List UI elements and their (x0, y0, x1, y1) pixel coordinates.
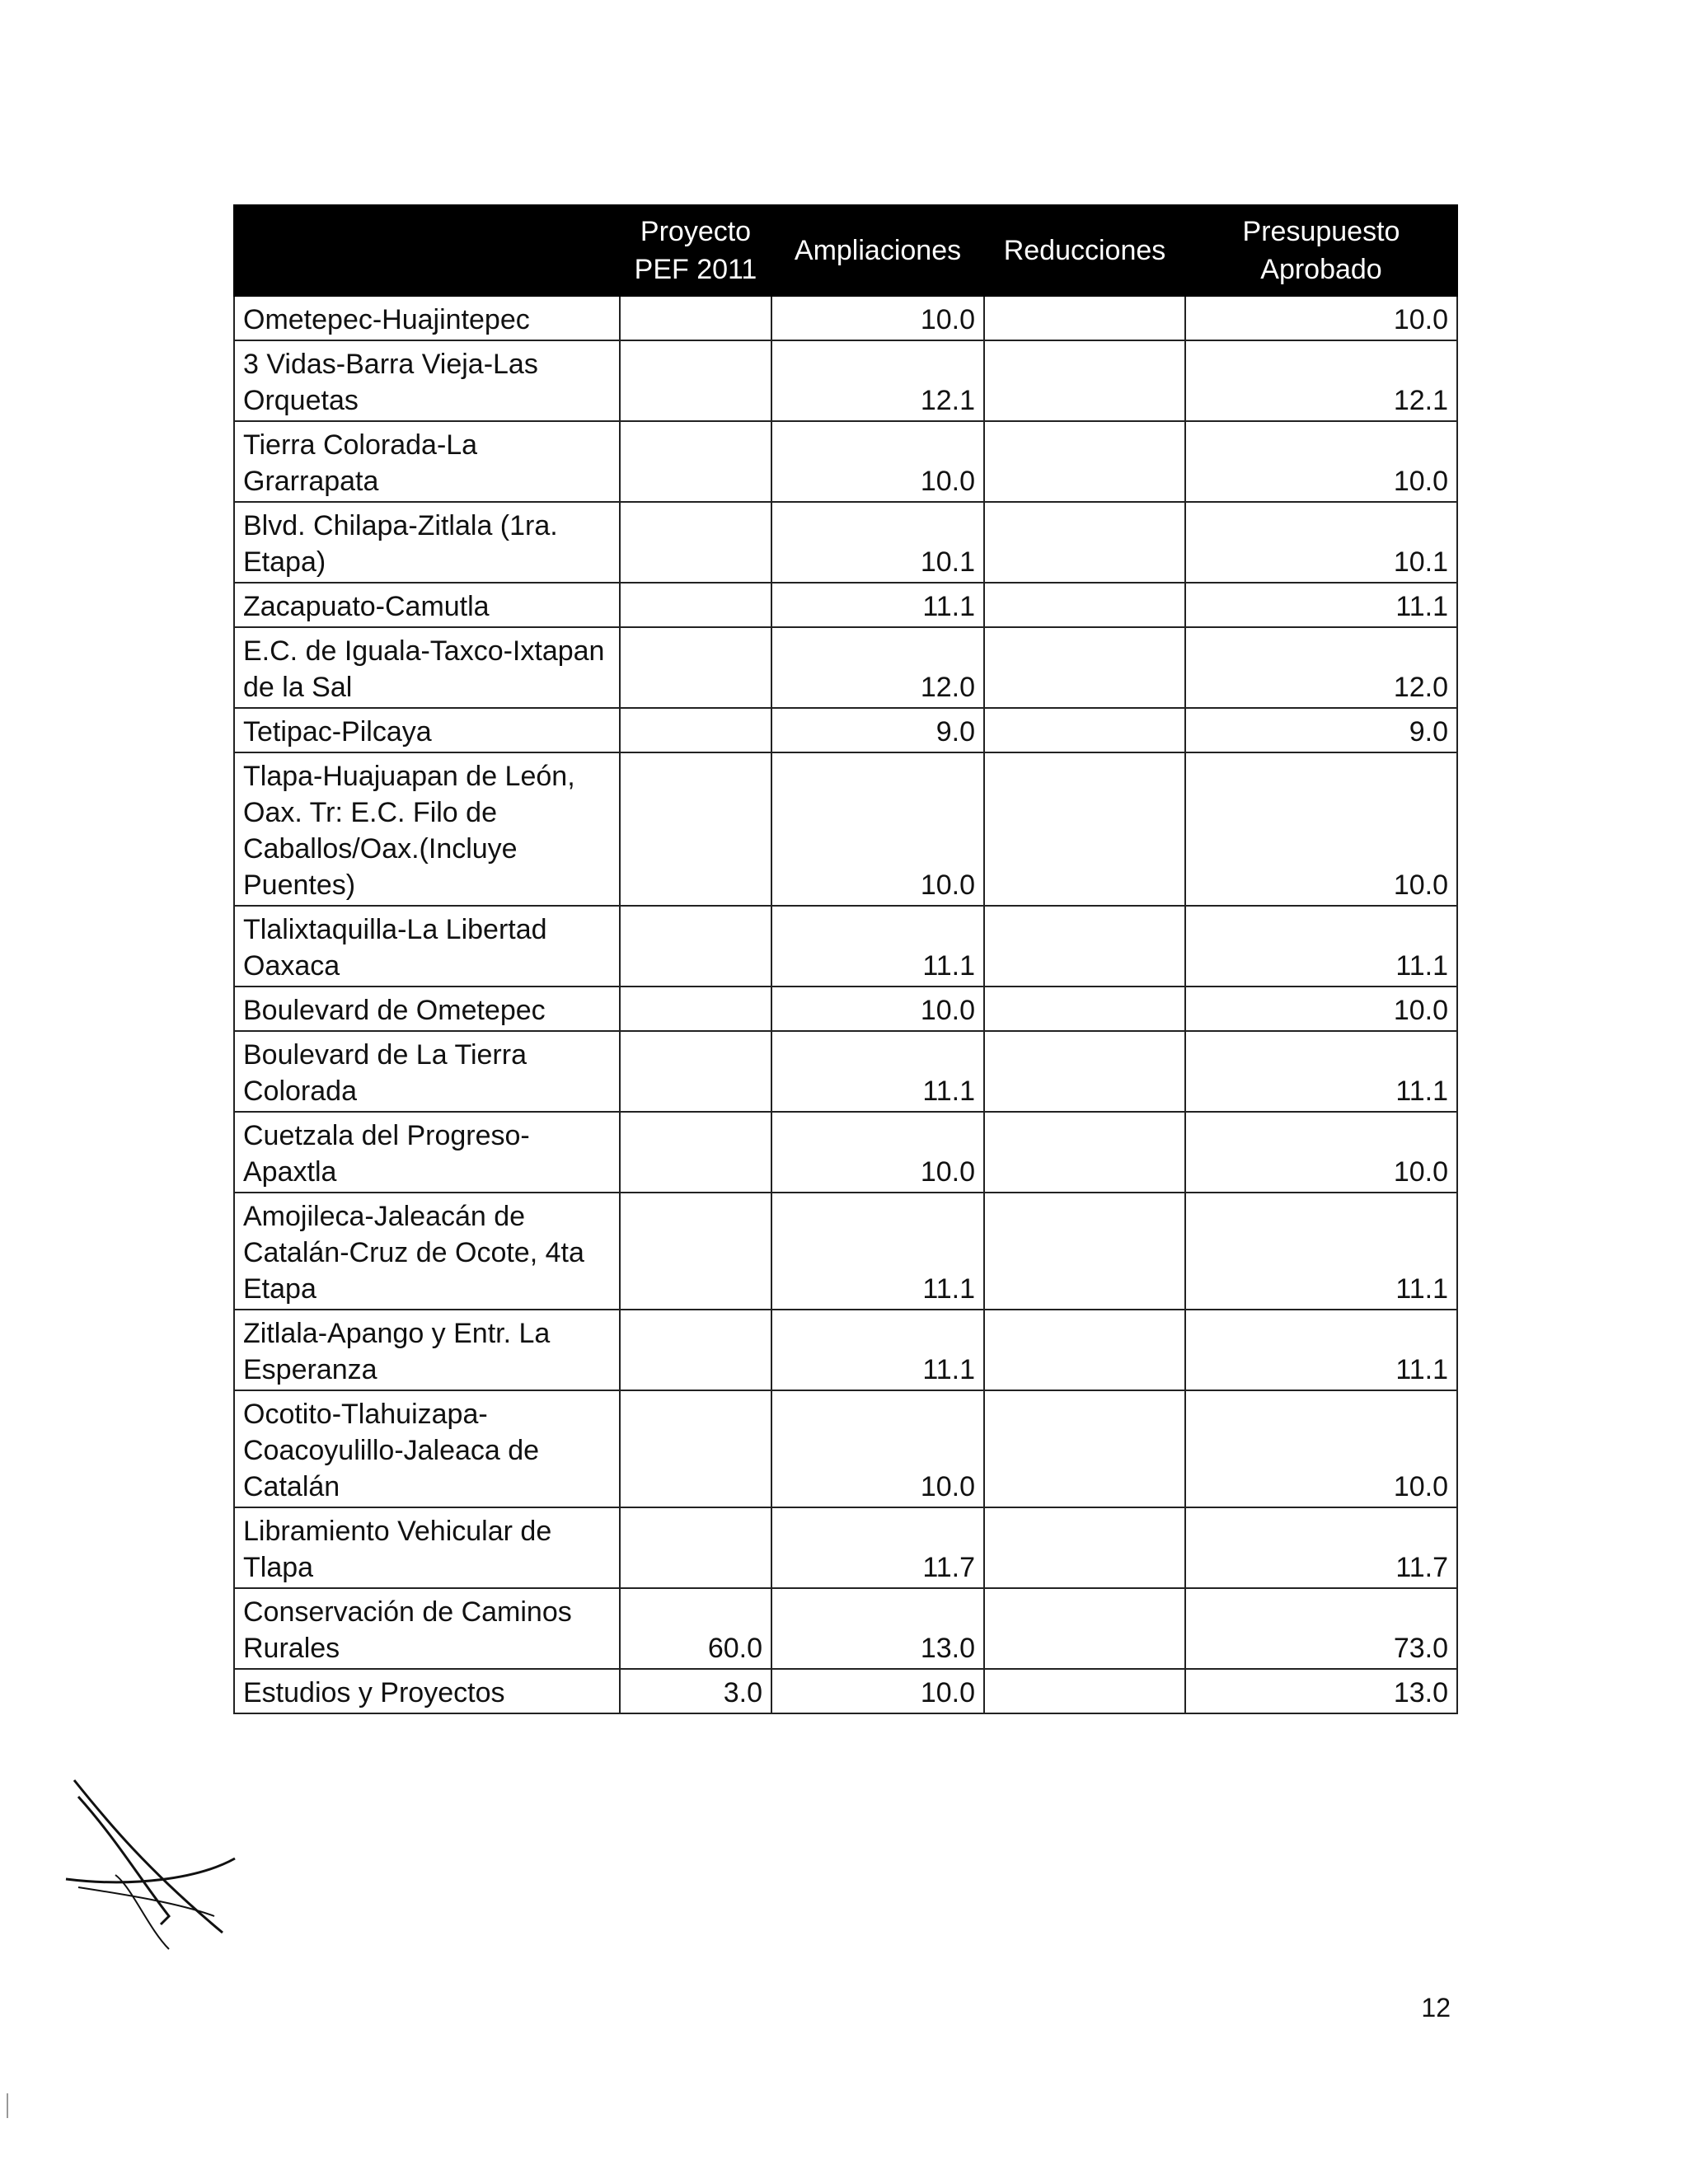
scan-edge-mark (7, 2093, 8, 2118)
ampliaciones-cell: 11.1 (771, 1310, 984, 1390)
presupuesto-aprobado-cell: 12.1 (1185, 340, 1457, 421)
row-concept-cell: Amojileca-Jaleacán de Catalán-Cruz de Ocote, 4ta Etapa (234, 1193, 620, 1310)
reducciones-cell (984, 906, 1185, 987)
ampliaciones-cell: 10.0 (771, 296, 984, 340)
row-concept-cell: 3 Vidas-Barra Vieja-Las Orquetas (234, 340, 620, 421)
reducciones-cell (984, 752, 1185, 906)
row-concept-cell: Tlalixtaquilla-La Libertad Oaxaca (234, 906, 620, 987)
presupuesto-aprobado-cell: 73.0 (1185, 1588, 1457, 1669)
row-concept-cell: Blvd. Chilapa-Zitlala (1ra. Etapa) (234, 502, 620, 583)
reducciones-cell (984, 1193, 1185, 1310)
presupuesto-aprobado-cell: 11.7 (1185, 1507, 1457, 1588)
presupuesto-aprobado-cell: 11.1 (1185, 1031, 1457, 1112)
presupuesto-aprobado-cell: 10.0 (1185, 421, 1457, 502)
ampliaciones-cell: 12.0 (771, 627, 984, 708)
presupuesto-aprobado-cell: 12.0 (1185, 627, 1457, 708)
reducciones-cell (984, 296, 1185, 340)
row-concept-cell: Boulevard de Ometepec (234, 987, 620, 1031)
proyecto-pef-cell (620, 1112, 771, 1193)
table-row (234, 1669, 1457, 1713)
table-row (234, 502, 1457, 583)
reducciones-cell (984, 1507, 1185, 1588)
proyecto-pef-cell (620, 296, 771, 340)
budget-table-container (233, 204, 1456, 1714)
proyecto-pef-cell (620, 583, 771, 627)
proyecto-pef-cell (620, 752, 771, 906)
proyecto-pef-cell (620, 1310, 771, 1390)
table-row (234, 421, 1457, 502)
table-row (234, 906, 1457, 987)
table-row (234, 1112, 1457, 1193)
reducciones-cell (984, 627, 1185, 708)
row-concept-cell: Ometepec-Huajintepec (234, 296, 620, 340)
reducciones-cell (984, 708, 1185, 752)
proyecto-pef-cell (620, 502, 771, 583)
ampliaciones-cell: 10.0 (771, 1669, 984, 1713)
row-concept-cell: Tierra Colorada-La Grarrapata (234, 421, 620, 502)
table-row (234, 987, 1457, 1031)
ampliaciones-cell: 10.0 (771, 421, 984, 502)
reducciones-cell (984, 502, 1185, 583)
row-concept-cell: Tetipac-Pilcaya (234, 708, 620, 752)
ampliaciones-cell: 11.1 (771, 583, 984, 627)
row-concept-cell: E.C. de Iguala-Taxco-Ixtapan de la Sal (234, 627, 620, 708)
proyecto-pef-cell (620, 1507, 771, 1588)
reducciones-cell (984, 987, 1185, 1031)
row-concept-cell: Libramiento Vehicular de Tlapa (234, 1507, 620, 1588)
row-concept-cell: Tlapa-Huajuapan de León, Oax. Tr: E.C. Filo de Caballos/Oax.(Incluye Puentes) (234, 752, 620, 906)
presupuesto-aprobado-cell: 13.0 (1185, 1669, 1457, 1713)
header-proyecto-pef: Proyecto PEF 2011 (620, 205, 771, 296)
ampliaciones-cell: 11.7 (771, 1507, 984, 1588)
page-number: 12 (1421, 1993, 1451, 2022)
proyecto-pef-cell: 60.0 (620, 1588, 771, 1669)
ampliaciones-cell: 11.1 (771, 1031, 984, 1112)
reducciones-cell (984, 583, 1185, 627)
presupuesto-aprobado-cell: 9.0 (1185, 708, 1457, 752)
reducciones-cell (984, 1588, 1185, 1669)
reducciones-cell (984, 1031, 1185, 1112)
proyecto-pef-cell (620, 340, 771, 421)
reducciones-cell (984, 421, 1185, 502)
proyecto-pef-cell (620, 906, 771, 987)
ampliaciones-cell: 11.1 (771, 1193, 984, 1310)
presupuesto-aprobado-cell: 10.0 (1185, 752, 1457, 906)
header-presupuesto-aprobado: Presupuesto Aprobado (1185, 205, 1457, 296)
proyecto-pef-cell: 3.0 (620, 1669, 771, 1713)
row-concept-cell: Zacapuato-Camutla (234, 583, 620, 627)
handwritten-signature (58, 1764, 272, 1961)
table-row (234, 627, 1457, 708)
presupuesto-aprobado-cell: 10.0 (1185, 1112, 1457, 1193)
reducciones-cell (984, 340, 1185, 421)
reducciones-cell (984, 1390, 1185, 1507)
ampliaciones-cell: 10.0 (771, 752, 984, 906)
reducciones-cell (984, 1112, 1185, 1193)
header-reducciones: Reducciones (984, 205, 1185, 296)
ampliaciones-cell: 10.1 (771, 502, 984, 583)
header-concept (234, 205, 620, 296)
presupuesto-aprobado-cell: 10.1 (1185, 502, 1457, 583)
ampliaciones-cell: 10.0 (771, 1112, 984, 1193)
reducciones-cell (984, 1310, 1185, 1390)
row-concept-cell: Conservación de Caminos Rurales (234, 1588, 620, 1669)
presupuesto-aprobado-cell: 11.1 (1185, 906, 1457, 987)
presupuesto-aprobado-cell: 11.1 (1185, 1310, 1457, 1390)
proyecto-pef-cell (620, 708, 771, 752)
table-row (234, 752, 1457, 906)
ampliaciones-cell: 10.0 (771, 1390, 984, 1507)
header-ampliaciones: Ampliaciones (771, 205, 984, 296)
ampliaciones-cell: 13.0 (771, 1588, 984, 1669)
ampliaciones-cell: 11.1 (771, 906, 984, 987)
table-row (234, 296, 1457, 340)
row-concept-cell: Cuetzala del Progreso-Apaxtla (234, 1112, 620, 1193)
ampliaciones-cell: 9.0 (771, 708, 984, 752)
table-row (234, 1310, 1457, 1390)
table-row (234, 1588, 1457, 1669)
table-row (234, 583, 1457, 627)
row-concept-cell: Estudios y Proyectos (234, 1669, 620, 1713)
table-row (234, 1390, 1457, 1507)
row-concept-cell: Boulevard de La Tierra Colorada (234, 1031, 620, 1112)
row-concept-cell: Zitlala-Apango y Entr. La Esperanza (234, 1310, 620, 1390)
proyecto-pef-cell (620, 1193, 771, 1310)
proyecto-pef-cell (620, 1031, 771, 1112)
proyecto-pef-cell (620, 627, 771, 708)
budget-table (233, 204, 1458, 1714)
reducciones-cell (984, 1669, 1185, 1713)
table-row (234, 1193, 1457, 1310)
table-row (234, 340, 1457, 421)
table-header-row (234, 205, 1457, 296)
table-row (234, 1507, 1457, 1588)
presupuesto-aprobado-cell: 11.1 (1185, 583, 1457, 627)
row-concept-cell: Ocotito-Tlahuizapa-Coacoyulillo-Jaleaca de Catalán (234, 1390, 620, 1507)
table-row (234, 708, 1457, 752)
presupuesto-aprobado-cell: 10.0 (1185, 296, 1457, 340)
proyecto-pef-cell (620, 987, 771, 1031)
ampliaciones-cell: 10.0 (771, 987, 984, 1031)
proyecto-pef-cell (620, 421, 771, 502)
table-row (234, 1031, 1457, 1112)
table-body (234, 296, 1457, 1713)
presupuesto-aprobado-cell: 10.0 (1185, 1390, 1457, 1507)
ampliaciones-cell: 12.1 (771, 340, 984, 421)
presupuesto-aprobado-cell: 10.0 (1185, 987, 1457, 1031)
presupuesto-aprobado-cell: 11.1 (1185, 1193, 1457, 1310)
proyecto-pef-cell (620, 1390, 771, 1507)
